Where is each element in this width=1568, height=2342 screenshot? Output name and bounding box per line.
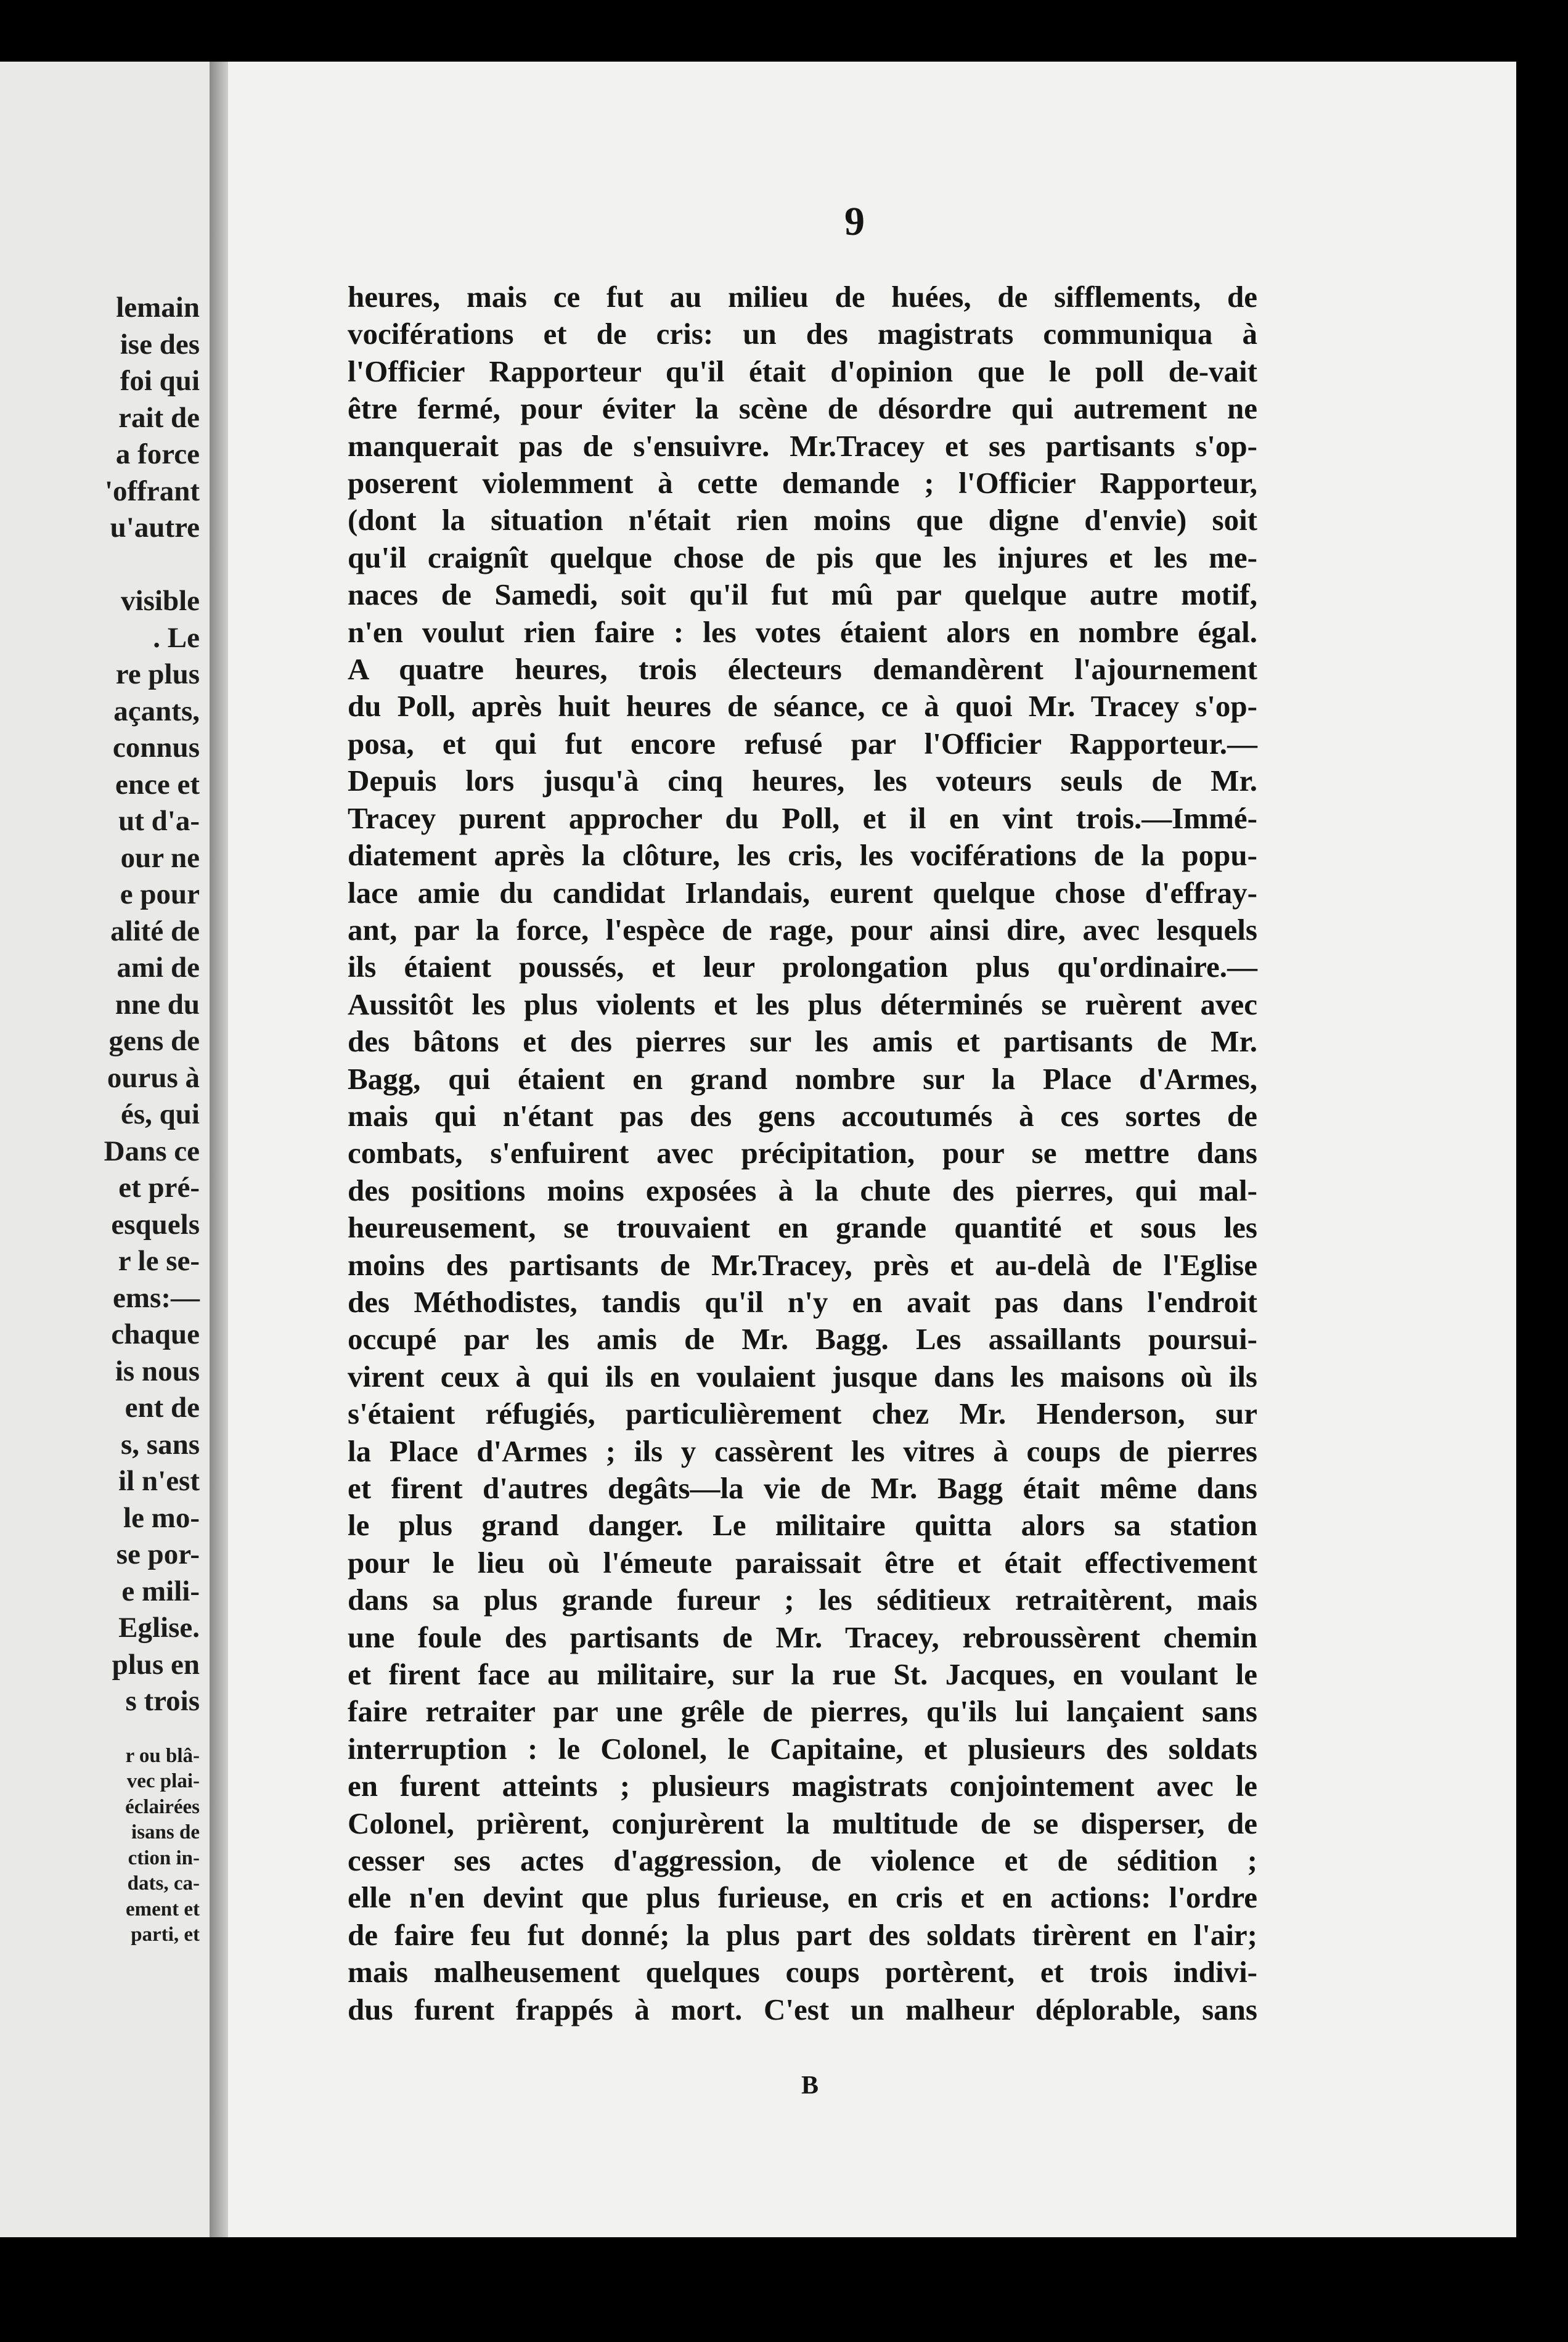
text-line: interruption : le Colonel, le Capitaine, et plusieurs des soldats: [348, 1731, 1257, 1766]
left-page-note-line: dats, ca-: [127, 1872, 200, 1895]
left-page-line: u'autre: [110, 512, 200, 544]
text-line: heures, mais ce fut au milieu de huées, de sifflements, de: [348, 280, 1257, 314]
text-line: ant, par la force, l'espèce de rage, pour ainsi dire, avec lesquels: [348, 912, 1257, 947]
left-page-note-line: ement et: [125, 1898, 200, 1920]
text-line: des bâtons et des pierres sur les amis et partisants de Mr.: [348, 1024, 1257, 1059]
left-page-note-line: vec plai-: [126, 1770, 200, 1792]
text-line: mais qui n'étant pas des gens accoutumés à ces sortes de: [348, 1098, 1257, 1133]
body-text: [348, 279, 1257, 2028]
left-page-line: lemain: [116, 292, 200, 324]
text-line: cesser ses actes d'aggression, de violence et de sédition ;: [348, 1843, 1257, 1878]
left-page-line: se por-: [116, 1538, 200, 1570]
left-page-line: is nous: [115, 1355, 200, 1387]
text-line: l'Officier Rapporteur qu'il était d'opinion que le poll de-vait: [348, 354, 1257, 388]
left-page-line: ence et: [115, 768, 200, 801]
left-page-line: 'offrant: [104, 475, 200, 507]
left-page-line: . Le: [153, 621, 200, 654]
text-line: heureusement, se trouvaient en grande quantité et sous les: [348, 1210, 1257, 1245]
text-line: être fermé, pour éviter la scène de désordre qui autrement ne: [348, 391, 1257, 426]
page-number: 9: [844, 199, 865, 244]
text-line: n'en voulut rien faire : les votes étaient alors en nombre égal.: [348, 614, 1257, 649]
text-line: posa, et qui fut encore refusé par l'Officier Rapporteur.—: [348, 726, 1257, 761]
left-page-note-line: isans de: [131, 1821, 200, 1843]
text-line: Colonel, prièrent, conjurèrent la multitude de se disperser, de: [348, 1806, 1257, 1840]
text-line: occupé par les amis de Mr. Bagg. Les assaillants poursui-: [348, 1322, 1257, 1357]
right-page: [228, 62, 1516, 2237]
text-line: qu'il craignît quelque chose de pis que les injures et les me-: [348, 540, 1257, 574]
left-page-line: açants,: [113, 695, 200, 727]
left-page-line: r le se-: [118, 1245, 200, 1277]
text-line: de faire feu fut donné; la plus part des soldats tirèrent en l'air;: [348, 1917, 1257, 1952]
left-page-note-line: parti, et: [131, 1924, 200, 1946]
text-line: mais malheusement quelques coups portèrent, et trois indivi-: [348, 1955, 1257, 1989]
left-page-line: rait de: [118, 401, 200, 434]
book-gutter: [210, 62, 228, 2237]
text-line: et firent d'autres degâts—la vie de Mr. Bagg était même dans: [348, 1471, 1257, 1505]
left-page-line: ems:—: [113, 1281, 200, 1314]
left-page-line: és, qui: [121, 1098, 200, 1130]
left-page-line: ise des: [120, 328, 200, 361]
text-line: elle n'en devint que plus furieuse, en cris et en actions: l'ordre: [348, 1880, 1257, 1915]
left-page-line: foi qui: [120, 365, 200, 397]
text-line: Tracey purent approcher du Poll, et il en vint trois.—Immé-: [348, 801, 1257, 835]
left-page-note-line: r ou blâ-: [125, 1744, 200, 1767]
left-facing-page: [0, 62, 210, 2237]
left-page-line: esquels: [111, 1208, 200, 1241]
left-page-line: e pour: [120, 878, 200, 910]
text-line: dans sa plus grande fureur ; les séditieux retraitèrent, mais: [348, 1583, 1257, 1617]
text-line: Aussitôt les plus violents et les plus déterminés se ruèrent avec: [348, 987, 1257, 1021]
text-line: A quatre heures, trois électeurs demandèrent l'ajournement: [348, 652, 1257, 687]
left-page-line: [104, 547, 200, 584]
text-line: faire retraiter par une grêle de pierres, qu'ils lui lançaient sans: [348, 1694, 1257, 1729]
left-page-line: plus en: [112, 1648, 200, 1681]
left-page-line: Eglise.: [118, 1612, 200, 1644]
left-page-line: connus: [112, 732, 200, 764]
left-page-note-line: éclairées: [125, 1795, 200, 1818]
text-line: Bagg, qui étaient en grand nombre sur la Place d'Armes,: [348, 1061, 1257, 1096]
left-page-line: ami de: [116, 952, 200, 984]
left-page-footnotes: [104, 1744, 200, 1948]
text-line: moins des partisants de Mr.Tracey, près et au-delà de l'Eglise: [348, 1247, 1257, 1282]
left-page-line: s, sans: [120, 1428, 200, 1461]
text-line: lace amie du candidat Irlandais, eurent quelque chose d'effray-: [348, 875, 1257, 910]
text-line: poserent violemment à cette demande ; l'Officier Rapporteur,: [348, 466, 1257, 500]
text-line: des Méthodistes, tandis qu'il n'y en avait pas dans l'endroit: [348, 1284, 1257, 1319]
text-line: et firent face au militaire, sur la rue St. Jacques, en voulant le: [348, 1657, 1257, 1692]
left-page-line: e mili-: [121, 1575, 200, 1607]
left-page-line: ut d'a-: [118, 805, 200, 837]
left-page-text-column: [104, 290, 200, 1948]
text-line: la Place d'Armes ; ils y cassèrent les vitres à coups de pierres: [348, 1434, 1257, 1468]
text-line: le plus grand danger. Le militaire quitta alors sa station: [348, 1508, 1257, 1543]
text-line: Depuis lors jusqu'à cinq heures, les voteurs seuls de Mr.: [348, 764, 1257, 798]
text-line: diatement après la clôture, les cris, les vociférations de la popu-: [348, 838, 1257, 873]
text-line: dus furent frappés à mort. C'est un malheur déplorable, sans: [348, 1992, 1257, 2026]
left-page-line: s trois: [125, 1685, 200, 1717]
left-page-note-line: ction in-: [128, 1846, 200, 1869]
left-page-line: a force: [115, 438, 200, 470]
text-line: s'étaient réfugiés, particulièrement chez Mr. Henderson, sur: [348, 1397, 1257, 1431]
left-page-line: visible: [121, 585, 200, 617]
text-line: (dont la situation n'était rien moins que digne d'envie) soit: [348, 503, 1257, 537]
left-page-line: ourus à: [107, 1061, 200, 1094]
text-line: une foule des partisants de Mr. Tracey, rebroussèrent chemin: [348, 1620, 1257, 1654]
text-line: pour le lieu où l'émeute paraissait être et était effectivement: [348, 1545, 1257, 1580]
text-line: virent ceux à qui ils en voulaient jusque dans les maisons où ils: [348, 1359, 1257, 1393]
text-line: en furent atteints ; plusieurs magistrats conjointement avec le: [348, 1769, 1257, 1803]
signature-mark: B: [801, 2071, 819, 2100]
text-line: des positions moins exposées à la chute des pierres, qui mal-: [348, 1173, 1257, 1207]
left-page-line: et pré-: [118, 1172, 200, 1204]
text-line: combats, s'enfuirent avec précipitation, pour se mettre dans: [348, 1136, 1257, 1170]
text-line: du Poll, après huit heures de séance, ce à quoi Mr. Tracey s'op-: [348, 689, 1257, 724]
text-line: vociférations et de cris: un des magistrats communiqua à: [348, 317, 1257, 351]
text-line: naces de Samedi, soit qu'il fut mû par quelque autre motif,: [348, 577, 1257, 612]
text-line: manquerait pas de s'ensuivre. Mr.Tracey et ses partisants s'op-: [348, 428, 1257, 463]
left-page-line: our ne: [120, 841, 200, 874]
left-page-line: chaque: [111, 1318, 200, 1350]
left-page-line: il n'est: [118, 1465, 200, 1497]
left-page-line: Dans ce: [104, 1135, 200, 1167]
text-line: ils étaient poussés, et leur prolongation plus qu'ordinaire.—: [348, 950, 1257, 984]
left-page-line: ent de: [125, 1392, 200, 1424]
left-page-line: nne du: [115, 988, 200, 1021]
left-page-line: le mo-: [123, 1501, 200, 1534]
left-page-line: alité de: [110, 915, 200, 947]
left-page-line: gens de: [108, 1025, 200, 1057]
left-page-line: re plus: [115, 658, 200, 690]
